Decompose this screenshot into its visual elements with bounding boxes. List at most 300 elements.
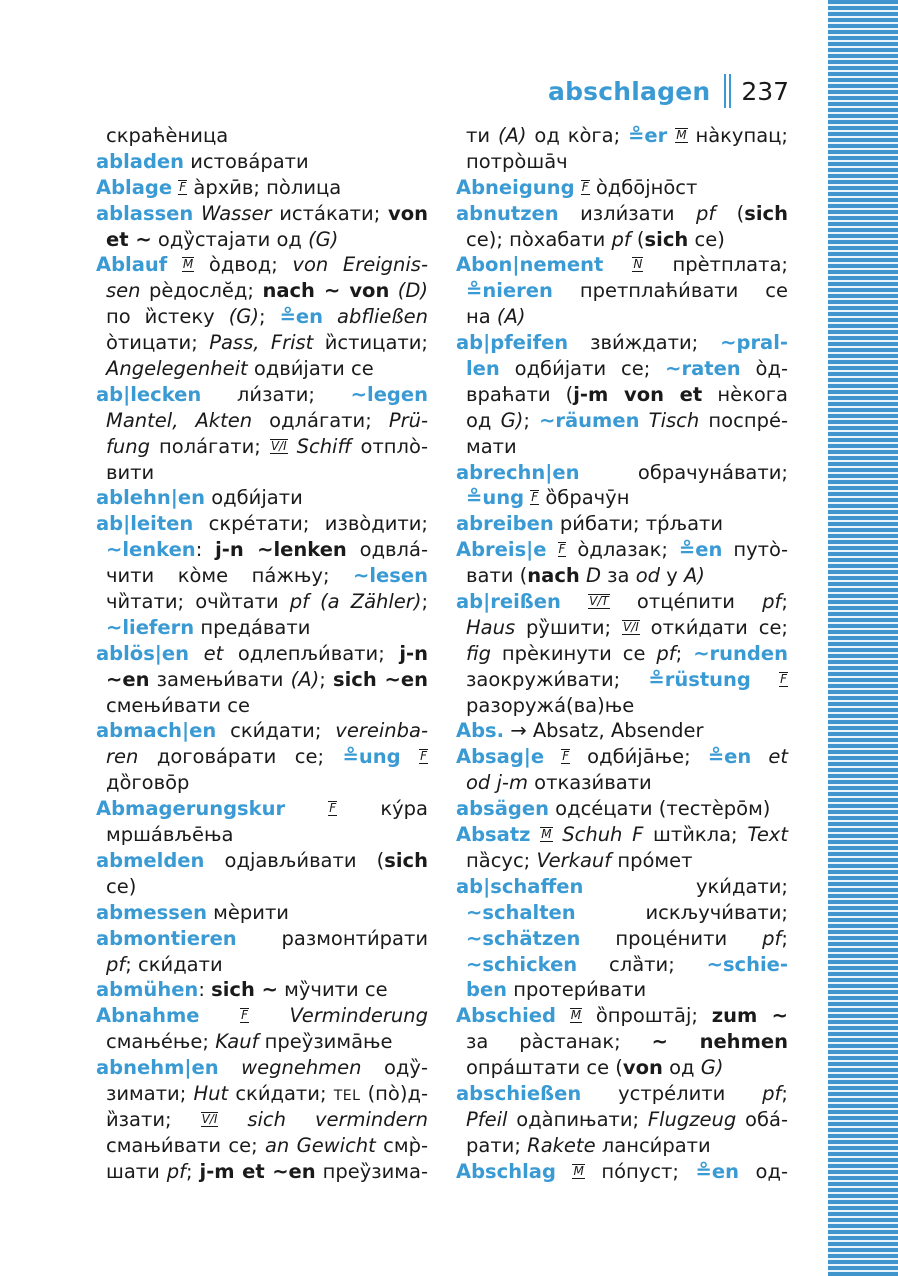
translation-text: ; — [259, 305, 280, 329]
entry-line — [96, 382, 428, 408]
translation-text: о̀длазак; — [566, 538, 679, 562]
entry-line — [456, 382, 788, 408]
translation-text — [401, 745, 420, 768]
bold-phrase: nach ~ von — [262, 279, 390, 303]
italic-label: fung — [106, 434, 150, 458]
translation-text: и̏стицати; — [313, 331, 428, 355]
translation-text: иста́кати; — [271, 201, 388, 225]
entry-line — [96, 537, 428, 563]
entry-line — [96, 330, 428, 356]
headword: ~lenken — [106, 538, 196, 562]
entry-line — [96, 1107, 428, 1133]
headword: ben — [466, 978, 508, 1002]
gender-marker: M — [541, 827, 552, 842]
headword: ~räumen — [539, 408, 640, 432]
translation-text: се); по̀хабати — [466, 227, 612, 251]
gender-marker: F — [581, 179, 589, 194]
italic-label: (G) — [228, 305, 260, 329]
headword: abreiben — [456, 512, 554, 536]
headword: ~schätzen — [466, 926, 581, 950]
translation-text: истова́рати — [184, 149, 309, 173]
headword: ~legen — [350, 382, 428, 406]
italic-label: Verkauf — [536, 848, 612, 872]
translation-text — [288, 435, 297, 458]
entry-line — [96, 356, 428, 382]
translation-text — [547, 538, 558, 561]
translation-text: отце́пити — [609, 590, 763, 614]
page-number: 237 — [741, 76, 790, 106]
italic-label: Mantel, Akten — [106, 408, 253, 432]
translation-text: ; — [421, 590, 429, 614]
translation-text — [556, 1160, 573, 1183]
translation-text: протери́вати — [507, 978, 647, 1002]
entry-line — [96, 952, 428, 978]
headword: ~liefern — [106, 615, 195, 639]
entry-line — [456, 1055, 788, 1081]
translation-text: заокружи́вати; — [466, 667, 649, 691]
translation-text: смање́ње; — [106, 1030, 216, 1054]
translation-text: опра́штати се ( — [466, 1056, 623, 1080]
translation-text: отпло̀- — [351, 434, 428, 458]
entry-line — [456, 408, 788, 434]
entry-line — [456, 149, 788, 175]
entry-line — [456, 252, 788, 278]
entry-line — [96, 278, 428, 304]
translation-text: враћати ( — [466, 382, 574, 406]
gender-marker: F — [241, 1008, 248, 1023]
entry-line — [96, 822, 428, 848]
gender-marker: F — [780, 671, 787, 686]
entry-line — [96, 1003, 428, 1029]
translation-text: вати ( — [466, 564, 528, 588]
italic-label: Hut — [193, 1081, 229, 1105]
translation-text — [640, 409, 649, 432]
bold-phrase: zum ~ — [711, 1004, 788, 1028]
gender-marker: F — [179, 179, 187, 194]
bold-phrase: j-m et ~en — [199, 1159, 316, 1183]
entry-line — [96, 434, 428, 460]
entry-line — [96, 511, 428, 537]
bold-phrase: j-m von et — [573, 382, 703, 406]
entry-line — [96, 1159, 428, 1185]
entry-line — [96, 615, 428, 641]
entry-line — [96, 252, 428, 278]
translation-text: на̀купац; — [687, 124, 789, 147]
translation-text — [553, 823, 563, 846]
headword: ~schie- — [706, 952, 788, 976]
gender-marker: F — [329, 801, 337, 816]
translation-text — [544, 745, 561, 768]
translation-text — [531, 823, 541, 846]
headword: Abon|nement — [456, 253, 604, 277]
translation-text: ру̏шити; — [515, 615, 622, 639]
headword: ~lesen — [353, 564, 428, 588]
headword: ab|schaffen — [456, 874, 584, 898]
translation-text: и̏зати; — [106, 1107, 201, 1131]
translation-text: поспре́- — [699, 408, 788, 432]
translation-text: се) — [106, 874, 137, 898]
bold-phrase: sich ~ — [211, 978, 278, 1002]
gender-marker: F — [531, 490, 539, 505]
entry-line — [96, 227, 428, 253]
italic-label: pf — [656, 641, 676, 665]
translation-text: прѐкинути се — [490, 641, 657, 665]
entry-line — [96, 1081, 428, 1107]
italic-label: pf — [611, 227, 631, 251]
translation-text: ; — [781, 590, 788, 614]
entry-line — [96, 175, 428, 201]
entry-line — [96, 1133, 428, 1159]
translation-text: сла̏ти; — [577, 952, 707, 976]
translation-text: ; — [186, 1159, 200, 1183]
entry-line — [456, 641, 788, 667]
headword: ≗ung — [342, 745, 401, 769]
entry-line — [456, 304, 788, 330]
gender-marker: N — [633, 257, 643, 272]
translation-text: од- — [738, 1159, 788, 1183]
headword: ablehn|en — [96, 486, 206, 510]
translation-text: о̏проштāј; — [582, 1004, 712, 1028]
italic-label: pf — [762, 590, 782, 614]
entry-line — [456, 460, 788, 486]
italic-label: Prü- — [388, 408, 428, 432]
headword: Abnahme — [96, 1004, 200, 1028]
translation-text: скраћѐница — [106, 124, 229, 147]
translation-text: мрша́вљēња — [106, 823, 234, 847]
translation-text: пола́гати; — [149, 434, 270, 458]
headword: abmontieren — [96, 926, 237, 950]
entry-line — [456, 615, 788, 641]
entry-line — [456, 977, 788, 1003]
gender-marker: F — [562, 749, 570, 764]
entry-line — [456, 201, 788, 227]
italic-label: (A) — [497, 124, 527, 147]
double-bar-divider — [724, 74, 731, 108]
italic-label: an Gewicht — [264, 1133, 376, 1157]
headword: ≗rüstung — [648, 667, 751, 691]
entry-line — [96, 641, 428, 667]
translation-text: одсе́цати (тестѐрōм) — [548, 797, 771, 821]
translation-text: мѐрити — [206, 900, 289, 924]
entry-line — [96, 848, 428, 874]
translation-text: о̀д- — [740, 357, 788, 381]
headword: abladen — [96, 149, 185, 173]
right-column — [456, 123, 788, 1185]
translation-text — [219, 1056, 241, 1079]
translation-text — [249, 1004, 290, 1027]
translation-text: одла́гати; — [252, 408, 389, 432]
translation-text — [561, 590, 588, 613]
entry-line — [456, 1029, 788, 1055]
translation-text: од — [466, 408, 501, 432]
headword: ab|leiten — [96, 512, 194, 536]
bold-phrase: von — [388, 201, 428, 225]
headword: Abneigung — [456, 175, 575, 199]
translation-text: ; — [523, 408, 540, 432]
italic-label: od j-m — [466, 771, 528, 795]
translation-text: смењи́вати се — [106, 693, 251, 717]
translation-text: по́пуст; — [584, 1159, 696, 1183]
translation-text: зви́ждати; — [568, 331, 721, 355]
translation-text: ти — [466, 124, 498, 147]
translation-text: замењи́вати — [149, 667, 291, 691]
bold-phrase: ~en — [106, 667, 150, 691]
translation-text — [200, 1004, 241, 1027]
translation-text — [218, 1108, 247, 1131]
translation-text: ода̀пињати; — [507, 1107, 648, 1131]
translation-text — [193, 202, 201, 225]
entry-line — [96, 770, 428, 796]
thumb-index-tab — [828, 0, 898, 1276]
domain-label: TEL — [333, 1087, 361, 1104]
translation-text: о̀тицати; — [106, 331, 210, 355]
translation-text: од — [662, 1056, 701, 1080]
translation-text: : — [198, 978, 212, 1002]
translation-text: за — [600, 564, 636, 588]
italic-label: Wasser — [201, 201, 272, 225]
headword: ablassen — [96, 201, 194, 225]
italic-label: pf — [166, 1159, 187, 1183]
translation-text: потро̀шāч — [466, 149, 568, 173]
italic-label: wegnehmen — [241, 1056, 362, 1080]
entry-line — [96, 563, 428, 589]
italic-label: (A) — [290, 667, 320, 691]
entry-line — [456, 693, 788, 719]
translation-text — [751, 745, 768, 768]
entry-line — [456, 227, 788, 253]
entry-line — [456, 1081, 788, 1107]
entry-line — [96, 485, 428, 511]
gender-marker: M — [570, 1008, 582, 1023]
entry-line — [456, 278, 788, 304]
translation-text: ( — [630, 227, 645, 251]
headword: abmelden — [96, 848, 205, 872]
translation-text: ( — [715, 201, 745, 225]
italic-label: Schiff — [296, 434, 352, 458]
entry-line — [456, 563, 788, 589]
translation-text: прѐтплата; — [643, 253, 788, 277]
headword: Abs. — [456, 719, 505, 743]
translation-text: вити — [106, 460, 155, 484]
entry-line — [456, 330, 788, 356]
translation-text: претплаћи́вати се — [552, 279, 788, 303]
entry-line — [456, 926, 788, 952]
entry-line — [96, 900, 428, 926]
bold-phrase: von — [622, 1056, 663, 1080]
entry-line — [96, 744, 428, 770]
translation-text: оду̏стајати од — [151, 227, 309, 251]
headword: ≗nieren — [466, 279, 553, 303]
bold-phrase: sich — [744, 201, 788, 225]
italic-label: Pass, Frist — [209, 331, 314, 355]
italic-label: D — [585, 564, 601, 588]
italic-label: pf — [696, 201, 716, 225]
italic-label: pf — [762, 1081, 782, 1105]
headword: abschießen — [456, 1081, 582, 1105]
translation-text: → Absatz, Absender — [504, 719, 704, 743]
entry-line — [96, 201, 428, 227]
translation-text: о̀двод; — [194, 253, 293, 277]
bold-phrase: sich — [384, 848, 428, 872]
gender-marker: M — [182, 257, 194, 272]
translation-text: : — [195, 538, 216, 562]
translation-text: смр̀- — [375, 1133, 428, 1157]
translation-text: оба́- — [736, 1107, 788, 1131]
translation-text: ски́дати; — [216, 719, 336, 743]
translation-text: му̏чити се — [277, 978, 388, 1002]
running-head — [548, 72, 789, 110]
left-column — [96, 123, 428, 1185]
entry-line — [456, 848, 788, 874]
translation-text: а̀рхӣв; по̀лица — [187, 175, 342, 199]
entry-line — [96, 667, 428, 693]
entry-line — [96, 693, 428, 719]
translation-text: устре́лити — [581, 1081, 763, 1105]
italic-label: Flugzeug — [647, 1107, 737, 1131]
translation-text — [323, 305, 337, 328]
translation-text: обрачуна́вати; — [579, 460, 788, 484]
translation-text: зимати; — [106, 1081, 194, 1105]
bold-phrase: j-n ~lenken — [215, 538, 347, 562]
translation-text: шати — [106, 1159, 167, 1183]
italic-label: Angelegenheit — [106, 357, 248, 381]
entry-line — [456, 485, 788, 511]
entry-line — [96, 149, 428, 175]
translation-text: одби́јати се; — [499, 357, 666, 381]
headword: ab|reißen — [456, 590, 561, 614]
translation-text: ку́ра — [337, 797, 428, 821]
entry-line — [456, 1159, 788, 1185]
translation-text: одби́јати — [205, 486, 303, 510]
translation-text: ланси́рати — [595, 1133, 711, 1157]
headword: ~pral- — [720, 331, 788, 355]
translation-text: одлепљи́вати; — [223, 641, 400, 665]
italic-label: od — [635, 564, 661, 588]
translation-text — [751, 668, 779, 691]
italic-label: Verminderung — [289, 1004, 429, 1028]
translation-text: преу̏зимāње — [258, 1030, 393, 1054]
headword: abnutzen — [456, 201, 559, 225]
headword: Absag|e — [456, 745, 545, 769]
translation-text: до̏говōр — [106, 771, 190, 795]
entry-line — [456, 434, 788, 460]
gender-marker: V/I — [622, 619, 639, 634]
italic-label: Tisch — [648, 408, 700, 432]
translation-text — [167, 253, 182, 276]
entry-line — [456, 123, 788, 149]
translation-text: преда́вати — [194, 615, 311, 639]
translation-text: чи̏тати; очи̏тати — [106, 590, 290, 614]
translation-text: ски́дати; — [228, 1081, 334, 1105]
entry-line — [456, 796, 788, 822]
translation-text: ; — [319, 667, 333, 691]
translation-text: изли́зати — [558, 201, 696, 225]
translation-text: разоружа́(ва)ње — [466, 693, 635, 717]
translation-text: ; — [675, 641, 694, 665]
entry-line — [456, 1003, 788, 1029]
bold-phrase: et ~ — [106, 227, 152, 251]
translation-text: рати; — [466, 1133, 528, 1157]
bold-phrase: nach — [527, 564, 580, 588]
entry-line — [96, 718, 428, 744]
gender-marker: V/T — [589, 594, 609, 609]
translation-text: преу̏зима- — [315, 1159, 428, 1183]
italic-label: von Ereignis- — [292, 253, 428, 277]
headword: ≗en — [707, 745, 752, 769]
italic-label: Pfeil — [466, 1107, 508, 1131]
entry-line — [96, 1055, 428, 1081]
running-head-word: abschlagen — [548, 76, 711, 106]
entry-line — [456, 1107, 788, 1133]
translation-text: по и̏стеку — [106, 305, 229, 329]
headword: ablös|en — [96, 641, 190, 665]
entry-line — [456, 874, 788, 900]
translation-text: чити ко̀ме па́жњу; — [106, 564, 354, 588]
headword: ~raten — [665, 357, 741, 381]
italic-label: abfließen — [337, 305, 428, 329]
translation-text — [285, 797, 328, 820]
translation-text: уки́дати; — [583, 874, 788, 898]
translation-text: ; ски́дати — [125, 952, 223, 976]
entry-line — [96, 796, 428, 822]
italic-label: G) — [500, 408, 524, 432]
translation-text — [189, 642, 204, 665]
headword: abrechn|en — [456, 460, 580, 484]
headword: absägen — [456, 797, 549, 821]
entry-line — [456, 952, 788, 978]
gender-marker: V/I — [270, 438, 287, 453]
italic-label: et — [768, 745, 789, 769]
entry-line — [456, 718, 788, 744]
entry-line — [456, 356, 788, 382]
translation-text: ри́бати; тр́љати — [553, 512, 724, 536]
translation-text: одби́јāње; — [570, 745, 708, 769]
headword: ≗en — [279, 305, 324, 329]
gender-marker: M — [676, 128, 687, 142]
bold-phrase: j-n — [399, 641, 428, 665]
translation-text: размонти́рати — [236, 926, 428, 950]
translation-text — [556, 1004, 570, 1027]
headword: ab|pfeifen — [456, 331, 569, 355]
translation-text: проце́нити — [580, 926, 763, 950]
translation-text: догова́рати се; — [138, 745, 343, 769]
italic-label: pf — [762, 926, 782, 950]
italic-label: pf (a Zähler) — [289, 590, 422, 614]
headword: Abreis|e — [456, 538, 547, 562]
entry-line — [456, 667, 788, 693]
headword: ≗en — [695, 1159, 739, 1183]
translation-text: одвла́- — [346, 538, 428, 562]
headword: Absatz — [456, 823, 531, 847]
entry-line — [456, 900, 788, 926]
translation-text — [667, 124, 675, 147]
bold-phrase: sich ~en — [333, 667, 429, 691]
translation-text: откази́вати — [527, 771, 652, 795]
italic-label: pf — [106, 952, 126, 976]
italic-label: sen — [106, 279, 141, 303]
translation-text: одјављи́вати ( — [204, 848, 385, 872]
gender-marker: F — [420, 749, 427, 764]
entry-line — [456, 537, 788, 563]
gender-marker: M — [573, 1163, 584, 1178]
headword: abmühen — [96, 978, 199, 1002]
headword: Abmagerungskur — [96, 797, 286, 821]
italic-label: ren — [106, 745, 139, 769]
entry-line — [456, 744, 788, 770]
headword: abmessen — [96, 900, 207, 924]
translation-text — [603, 253, 632, 276]
entry-line — [96, 977, 428, 1003]
